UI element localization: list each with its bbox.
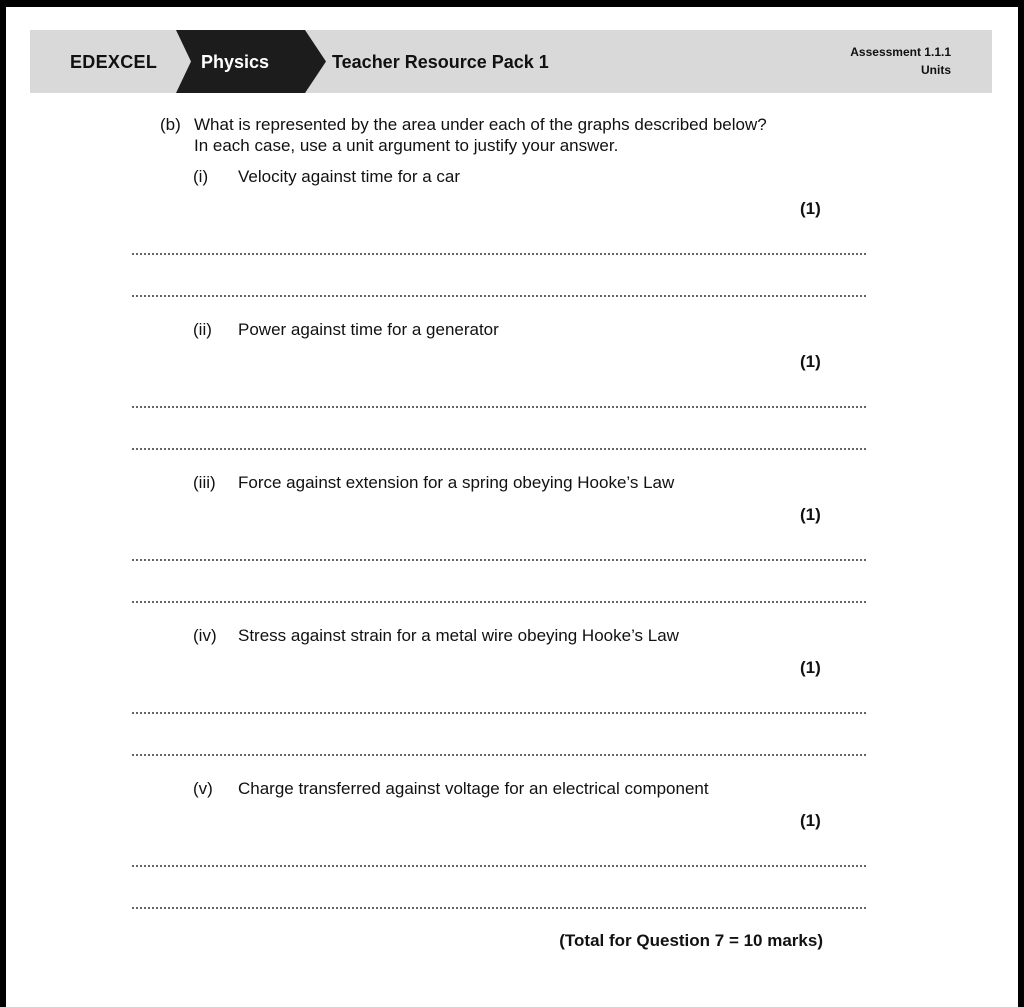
- part-number: (i): [193, 167, 209, 186]
- assessment-number: Assessment 1.1.1: [850, 45, 951, 59]
- part-marks: (1): [800, 505, 821, 524]
- part-marks: (1): [800, 811, 821, 830]
- answer-line[interactable]: [132, 448, 866, 450]
- answer-line[interactable]: [132, 559, 866, 561]
- exam-board: EDEXCEL: [70, 52, 158, 72]
- question-line-2: In each case, use a unit argument to justify your answer.: [194, 136, 619, 155]
- assessment-topic: Units: [921, 63, 951, 77]
- answer-line[interactable]: [132, 754, 866, 756]
- part-marks: (1): [800, 658, 821, 677]
- worksheet-page: [6, 7, 1018, 1007]
- part-marks: (1): [800, 352, 821, 371]
- answer-line[interactable]: [132, 601, 866, 603]
- part-number: (v): [193, 779, 213, 798]
- part-marks: (1): [800, 199, 821, 218]
- part-text: Force against extension for a spring obeying Hooke’s Law: [238, 473, 675, 492]
- answer-line[interactable]: [132, 253, 866, 255]
- pack-title: Teacher Resource Pack 1: [332, 52, 549, 72]
- question-line-1: What is represented by the area under each of the graphs described below?: [194, 115, 767, 134]
- answer-line[interactable]: [132, 295, 866, 297]
- part-text: Stress against strain for a metal wire obeying Hooke’s Law: [238, 626, 679, 645]
- total-marks: (Total for Question 7 = 10 marks): [559, 931, 823, 950]
- answer-line[interactable]: [132, 907, 866, 909]
- part-text: Charge transferred against voltage for an electrical component: [238, 779, 709, 798]
- page-header: [30, 30, 992, 93]
- assessment-info: [850, 43, 951, 79]
- answer-line[interactable]: [132, 865, 866, 867]
- part-number: (ii): [193, 320, 212, 339]
- part-text: Velocity against time for a car: [238, 167, 461, 186]
- part-text: Power against time for a generator: [238, 320, 499, 339]
- question-label: (b): [160, 115, 181, 134]
- part-number: (iii): [193, 473, 216, 492]
- part-number: (iv): [193, 626, 217, 645]
- subject-label: Physics: [201, 52, 270, 72]
- answer-line[interactable]: [132, 406, 866, 408]
- answer-line[interactable]: [132, 712, 866, 714]
